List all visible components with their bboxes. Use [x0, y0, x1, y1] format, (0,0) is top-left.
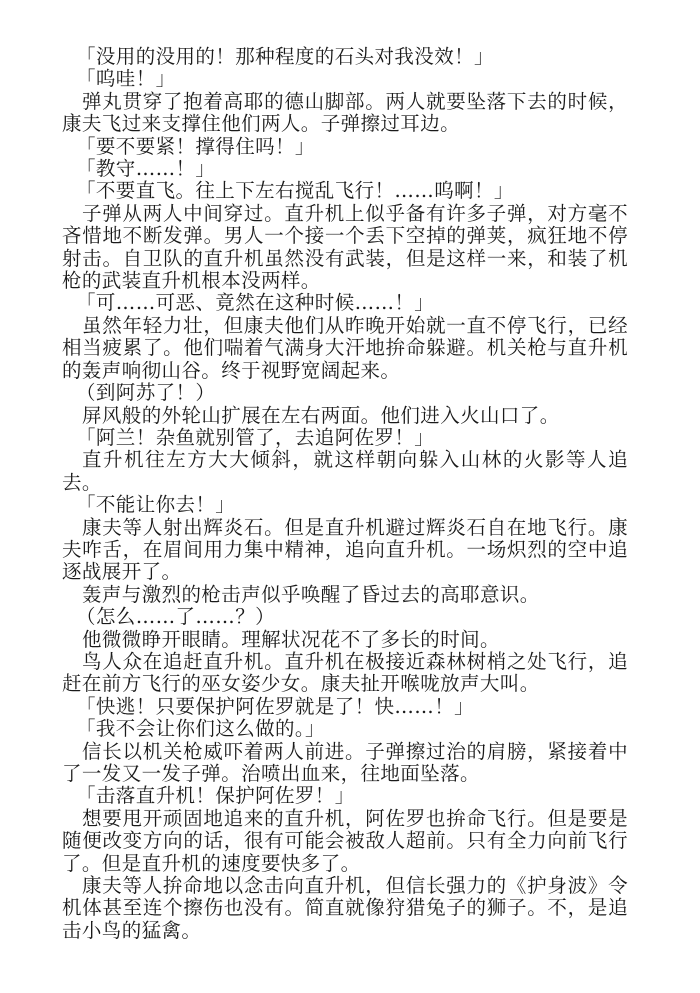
narration-paragraph: 子弹从两人中间穿过。直升机上似乎备有许多子弹，对方毫不吝惜地不断发弹。男人一个接一个丢下空掉的弹荚，疯狂地不停射击。自卫队的直升机虽然没有武装，但是这样一来，和装了机枪的武装直升机根本没两样。: [62, 201, 628, 293]
dialog-line: 「阿兰！杂鱼就别管了，去追阿佐罗！」: [76, 425, 435, 449]
dialog-line: 「击落直升机！保护阿佐罗！」: [76, 784, 355, 808]
dialog-line: 「要不要紧！撑得住吗！」: [76, 134, 315, 158]
narration-paragraph: 康夫等人拚命地以念击向直升机，但信长强力的《护身波》令机体甚至连个擦伤也没有。简直就像狩猎兔子的狮子。不，是追击小鸟的猛禽。: [62, 874, 628, 942]
narration-paragraph: 他微微睁开眼睛。理解状况花不了多长的时间。: [82, 627, 500, 651]
narration-paragraph: 想要甩开顽固地追来的直升机，阿佐罗也拚命飞行。但是要是随便改变方向的话，很有可能会被敌人超前。只有全力向前飞行了。但是直升机的速度要快多了。: [62, 806, 628, 875]
thought-line: （到阿苏了！）: [76, 381, 216, 405]
narration-paragraph: 直升机往左方大大倾斜，就这样朝向躲入山林的火影等人追去。: [62, 448, 628, 494]
narration-paragraph: 轰声与激烈的枪击声似乎唤醒了昏过去的高耶意识。: [82, 582, 540, 606]
dialog-line: 「没用的没用的！那种程度的石头对我没效！」: [76, 45, 494, 68]
document-page: [62, 46, 628, 942]
narration-paragraph: 信长以机关枪威吓着两人前进。子弹擦过治的肩膀，紧接着中了一发又一发子弹。治喷出血来，往地面坠落。: [62, 739, 628, 785]
dialog-line: 「快逃！只要保护阿佐罗就是了！快……！」: [76, 694, 475, 718]
dialog-line: 「我不会让你们这么做的。」: [76, 717, 325, 741]
dialog-line: 「呜哇！」: [76, 67, 176, 91]
narration-paragraph: 虽然年轻力壮，但康夫他们从昨晚开始就一直不停飞行，已经相当疲累了。他们喘着气满身大汗地拚命躲避。机关枪与直升机的轰声响彻山谷。终于视野宽阔起来。: [62, 313, 628, 382]
narration-paragraph: 弹丸贯穿了抱着高耶的德山脚部。两人就要坠落下去的时候，康夫飞过来支撑住他们两人。子弹擦过耳边。: [62, 89, 628, 136]
narration-paragraph: 康夫等人射出辉炎石。但是直升机避过辉炎石自在地飞行。康夫咋舌，在眉间用力集中精神，追向直升机。一场炽烈的空中追逐战展开了。: [62, 515, 628, 584]
narration-paragraph: 鸟人众在追赶直升机。直升机在极接近森林树梢之处飞行，追赶在前方飞行的巫女姿少女。康夫扯开喉咙放声大叫。: [62, 649, 628, 696]
dialog-line: 「教守……！」: [76, 157, 216, 181]
narration-paragraph: 屏风般的外轮山扩展在左右两面。他们进入火山口了。: [82, 403, 560, 427]
dialog-line: 「可……可恶、竟然在这种时候……！」: [76, 291, 435, 315]
dialog-line: 「不能让你去！」: [76, 493, 236, 517]
thought-line: （怎么……了……？）: [76, 605, 276, 629]
dialog-line: 「不要直飞。往上下左右搅乱飞行！……呜啊！」: [76, 179, 514, 203]
